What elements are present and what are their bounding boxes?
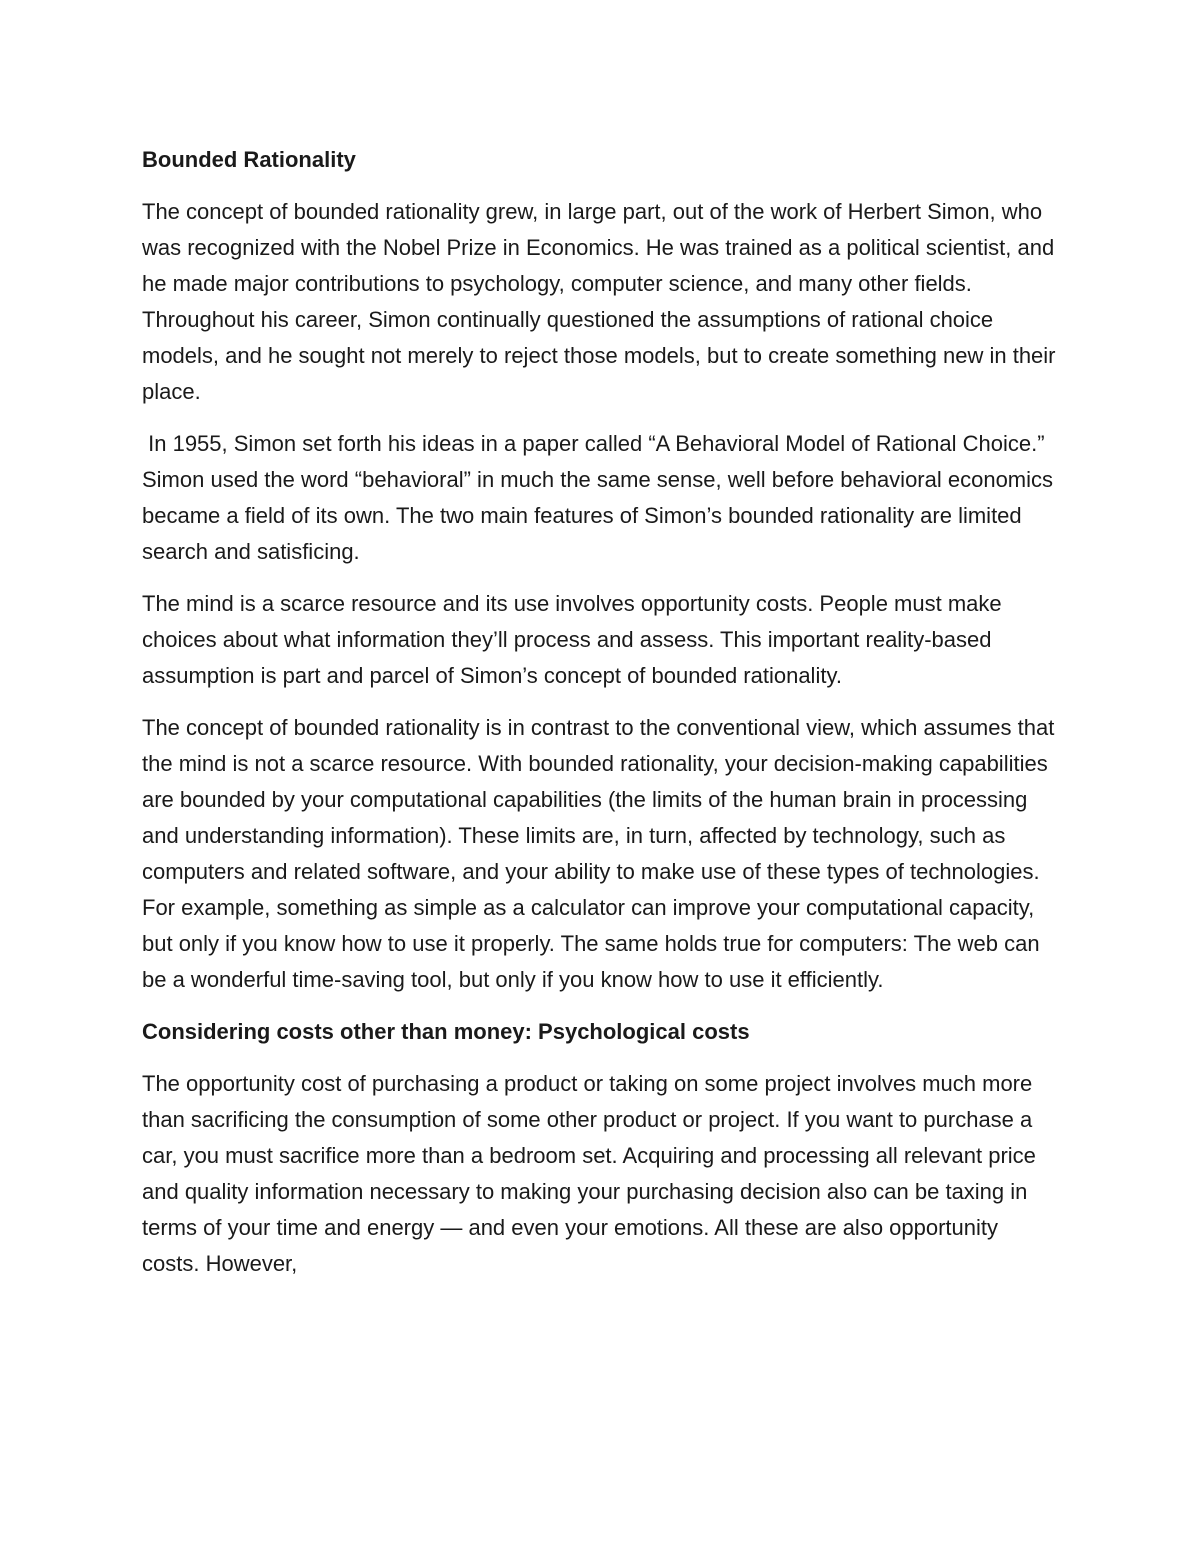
paragraph: The mind is a scarce resource and its use involves opportunity costs. People must make choices about what information they’ll process and assess. This important reality-based assumption is part and parcel of Simon’s concept of bounded rationality. xyxy=(142,591,1002,688)
document-title: Bounded Rationality xyxy=(142,147,356,172)
paragraph: The concept of bounded rationality is in contrast to the conventional view, which assumes that the mind is not a scarce resource. With bounded rationality, your decision-making capabilities are bounded by your computational capabilities (the limits of the human brain in processing and understanding information). These limits are, in turn, affected by technology, such as computers and related software, and your ability to make use of these types of technologies. For example, something as simple as a calculator can improve your computational capacity, but only if you know how to use it properly. The same holds true for computers: The web can be a wonderful time-saving tool, but only if you know how to use it efficiently. xyxy=(142,715,1055,992)
paragraph: The concept of bounded rationality grew, in large part, out of the work of Herbert Simon, who was recognized with the Nobel Prize in Economics. He was trained as a political scientist, and he made major contributions to psychology, computer science, and many other fields. Throughout his career, Simon continually questioned the assumptions of rational choice models, and he sought not merely to reject those models, but to create something new in their place. xyxy=(142,199,1056,404)
section-heading: Considering costs other than money: Psychological costs xyxy=(142,1019,750,1044)
paragraph: The opportunity cost of purchasing a product or taking on some project involves much more than sacrificing the consumption of some other product or project. If you want to purchase a car, you must sacrifice more than a bedroom set. Acquiring and processing all relevant price and quality information necessary to making your purchasing decision also can be taxing in terms of your time and energy — and even your emotions. All these are also opportunity costs. However, xyxy=(142,1071,1036,1276)
document-body xyxy=(142,142,1060,1298)
paragraph: In 1955, Simon set forth his ideas in a paper called “A Behavioral Model of Rational Choice.” Simon used the word “behavioral” in much the same sense, well before behavioral economics became a field of its own. The two main features of Simon’s bounded rationality are limited search and satisficing. xyxy=(142,431,1060,564)
